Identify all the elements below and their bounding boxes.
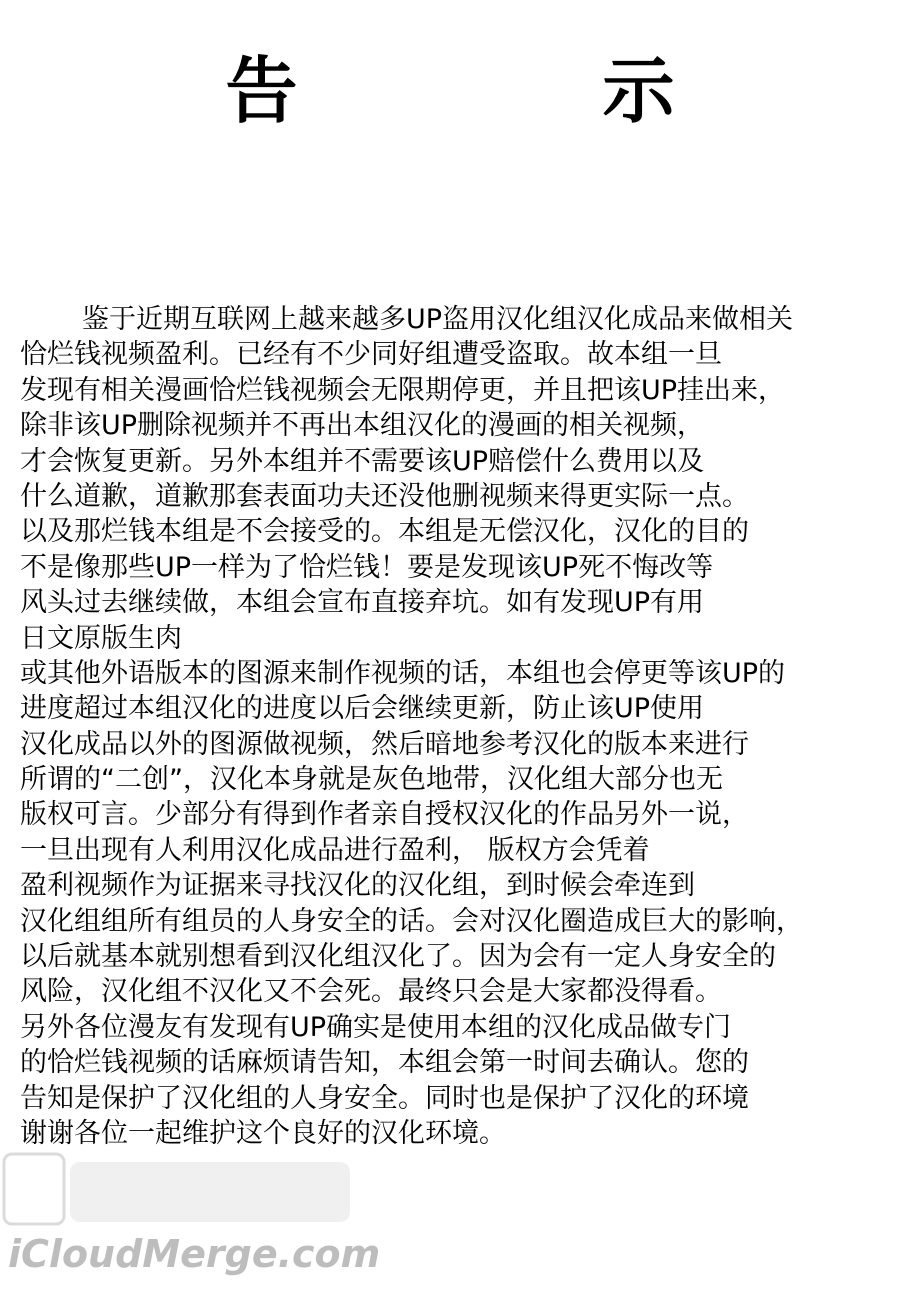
- notice-line: 一旦出现有人利用汉化成品进行盈利， 版权方会凭着: [20, 834, 650, 866]
- notice-line: 风险，汉化组不汉化又不会死。最终只会是大家都没得看。: [20, 976, 722, 1008]
- notice-line: 谢谢各位一起维护这个良好的汉化环境。: [20, 1117, 506, 1149]
- watermark-logo-graphic: [0, 1148, 360, 1238]
- notice-body: [20, 302, 895, 1151]
- notice-line: 什么道歉，道歉那套表面功夫还没他删视频来得更实际一点。: [20, 480, 749, 512]
- notice-line: 发现有相关漫画恰烂钱视频会无限期停更，并且把该UP挂出来，: [20, 374, 786, 406]
- notice-line: 以及那烂钱本组是不会接受的。本组是无偿汉化，汉化的目的: [20, 516, 749, 548]
- notice-line: 告知是保护了汉化组的人身安全。同时也是保护了汉化的环境: [20, 1082, 749, 1114]
- notice-line: 所谓的“二创”，汉化本身就是灰色地带，汉化组大部分也无: [20, 764, 723, 796]
- notice-line: 版权可言。少部分有得到作者亲自授权汉化的作品另外一说，: [20, 799, 749, 831]
- notice-line: 盈利视频作为证据来寻找汉化的汉化组，到时候会牵连到: [20, 870, 695, 902]
- notice-line: 风头过去继续做，本组会宣布直接弃坑。如有发现UP有用: [20, 587, 705, 619]
- notice-line: 恰烂钱视频盈利。已经有不少同好组遭受盗取。故本组一旦: [20, 339, 722, 371]
- notice-line: 的恰烂钱视频的话麻烦请告知，本组会第一时间去确认。您的: [20, 1047, 749, 1079]
- notice-line: 除非该UP删除视频并不再出本组汉化的漫画的相关视频，: [20, 410, 705, 442]
- watermark-text: iCloudMerge.com: [8, 1232, 381, 1276]
- notice-line: 另外各位漫友有发现有UP确实是使用本组的汉化成品做专门: [20, 1011, 732, 1043]
- notice-line: 或其他外语版本的图源来制作视频的话，本组也会停更等该UP的: [20, 657, 786, 689]
- notice-line: 不是像那些UP一样为了恰烂钱！要是发现该UP死不悔改等: [20, 551, 714, 583]
- notice-line: 以后就基本就别想看到汉化组汉化了。因为会有一定人身安全的: [20, 941, 776, 973]
- notice-line: 汉化成品以外的图源做视频，然后暗地参考汉化的版本来进行: [20, 728, 749, 760]
- page-title: 告 示: [225, 49, 815, 133]
- notice-line: 才会恢复更新。另外本组并不需要该UP赔偿什么费用以及: [20, 445, 705, 477]
- notice-line: 日文原版生肉: [20, 622, 182, 654]
- notice-line: 汉化组组所有组员的人身安全的话。会对汉化圈造成巨大的影响，: [20, 905, 803, 937]
- notice-line: 鉴于近期互联网上越来越多UP盗用汉化组汉化成品来做相关: [82, 304, 794, 335]
- notice-line: 进度超过本组汉化的进度以后会继续更新，防止该UP使用: [20, 693, 705, 725]
